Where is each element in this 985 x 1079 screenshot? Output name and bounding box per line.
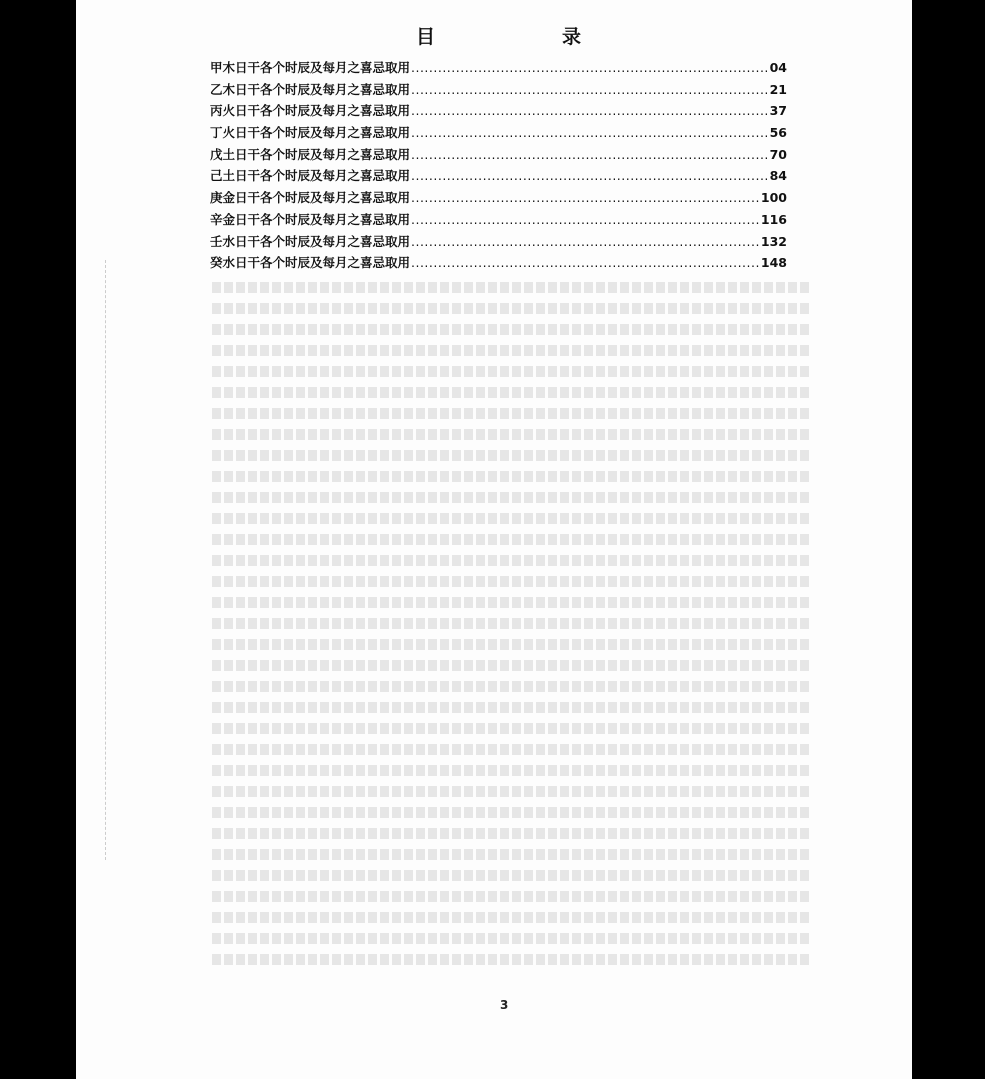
toc-entry[interactable] xyxy=(210,166,787,188)
leader-dots xyxy=(411,82,769,97)
leader-dots xyxy=(411,212,760,227)
toc-entry[interactable] xyxy=(210,101,787,123)
toc-entry[interactable] xyxy=(210,145,787,167)
toc-entry-page: 116 xyxy=(760,211,787,227)
table-of-contents xyxy=(210,58,787,275)
toc-entry-page: 100 xyxy=(760,190,787,206)
title-char-1: 目 xyxy=(416,26,436,48)
toc-entry[interactable] xyxy=(210,123,787,145)
toc-entry-page: 21 xyxy=(769,81,787,97)
toc-entry-label: 戊土日干各个时辰及每月之喜忌取用 xyxy=(210,146,411,162)
toc-entry[interactable] xyxy=(210,188,787,210)
toc-entry-label: 丁火日干各个时辰及每月之喜忌取用 xyxy=(210,125,411,141)
title-char-2: 录 xyxy=(562,26,582,48)
scan-artifact xyxy=(105,260,107,860)
leader-dots xyxy=(411,103,769,118)
toc-entry-label: 癸水日干各个时辰及每月之喜忌取用 xyxy=(210,255,411,271)
leader-dots xyxy=(411,190,760,205)
toc-entry-label: 庚金日干各个时辰及每月之喜忌取用 xyxy=(210,190,411,206)
toc-entry[interactable] xyxy=(210,253,787,275)
leader-dots xyxy=(411,60,769,75)
toc-entry-label: 乙木日干各个时辰及每月之喜忌取用 xyxy=(210,81,411,97)
leader-dots xyxy=(411,255,760,270)
toc-entry-page: 148 xyxy=(760,255,787,271)
toc-entry[interactable] xyxy=(210,58,787,80)
toc-entry-label: 己土日干各个时辰及每月之喜忌取用 xyxy=(210,168,411,184)
toc-entry-page: 84 xyxy=(769,168,787,184)
toc-entry-page: 70 xyxy=(769,146,787,162)
page-title xyxy=(76,22,912,48)
toc-entry-page: 04 xyxy=(769,60,787,75)
toc-entry-label: 丙火日干各个时辰及每月之喜忌取用 xyxy=(210,103,411,119)
toc-entry-label: 辛金日干各个时辰及每月之喜忌取用 xyxy=(210,211,411,227)
toc-entry-label: 甲木日干各个时辰及每月之喜忌取用 xyxy=(210,60,411,75)
toc-entry-page: 132 xyxy=(760,233,787,249)
show-through-text xyxy=(212,282,812,972)
leader-dots xyxy=(411,147,769,162)
leader-dots xyxy=(411,125,769,140)
leader-dots xyxy=(411,168,769,183)
document-page xyxy=(76,0,912,1079)
toc-entry-page: 37 xyxy=(769,103,787,119)
toc-entry[interactable] xyxy=(210,210,787,232)
page-number: 3 xyxy=(500,998,509,1012)
toc-entry-label: 壬水日干各个时辰及每月之喜忌取用 xyxy=(210,233,411,249)
toc-entry[interactable] xyxy=(210,232,787,254)
toc-entry-page: 56 xyxy=(769,125,787,141)
toc-entry[interactable] xyxy=(210,80,787,102)
leader-dots xyxy=(411,234,760,249)
